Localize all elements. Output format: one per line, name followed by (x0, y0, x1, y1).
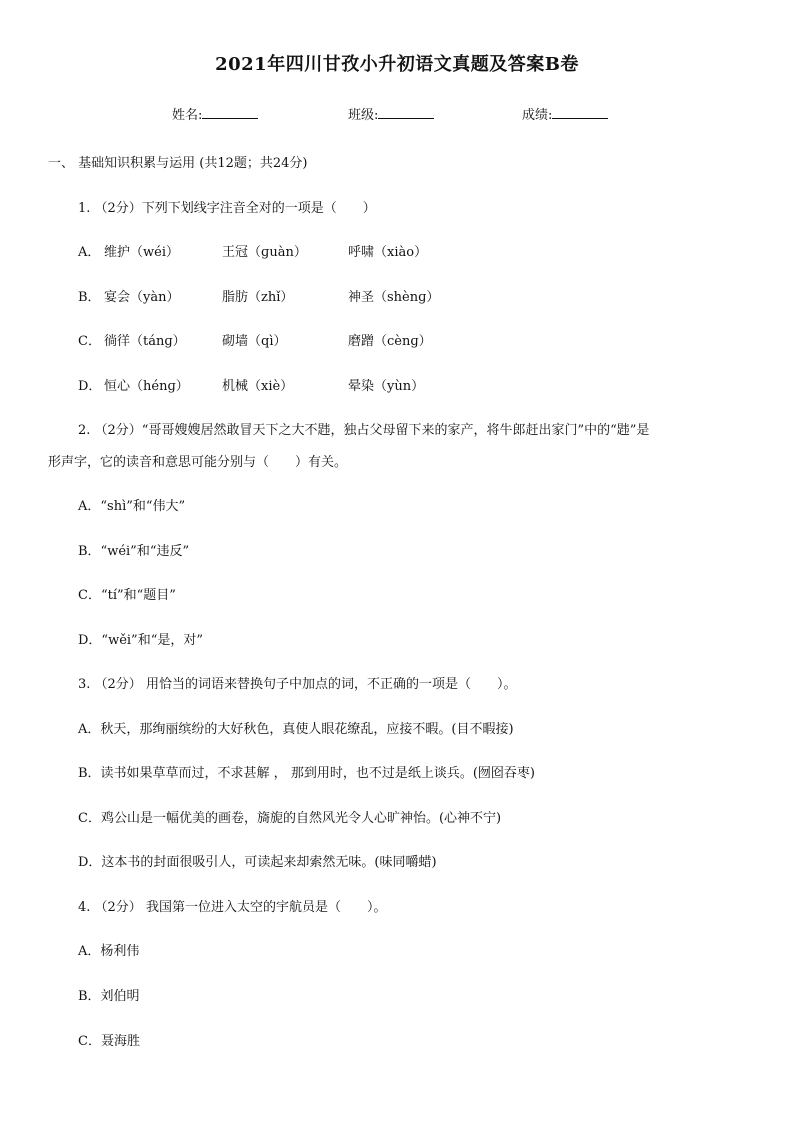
question-4-option-a: A．杨利伟 (78, 944, 140, 959)
question-2-option-b: B．“wéi”和“违反” (78, 544, 190, 559)
question-3-option-c: C．鸡公山是一幅优美的画卷，旖旎的自然风光令人心旷神怡。(心神不宁) (78, 811, 502, 826)
option-item: 机械（xiè） (222, 379, 294, 394)
option-item: 砌墙（qì） (222, 334, 287, 349)
name-field[interactable] (172, 104, 258, 123)
class-field[interactable] (348, 104, 434, 123)
score-blank[interactable] (552, 105, 608, 119)
name-blank[interactable] (202, 105, 258, 119)
option-item: 徜徉（tánɡ） (104, 334, 186, 349)
question-3-option-b: B．读书如果草草而过，不求甚解 ， 那到用时，也不过是纸上谈兵。(囫囵吞枣) (78, 766, 535, 781)
name-label: 姓名: (172, 108, 203, 123)
option-item: 恒心（hénɡ） (104, 379, 189, 394)
option-item: 脂肪（zhǐ） (222, 290, 294, 305)
question-2-option-d: D．“wěi”和“是，对” (78, 633, 203, 648)
score-label: 成绩: (522, 108, 553, 123)
option-item: 宴会（yàn） (104, 290, 180, 305)
exam-title: 2021年四川甘孜小升初语文真题及答案B卷 (215, 54, 579, 75)
option-label: D． (78, 379, 102, 394)
question-2-stem-line-2: 形声字，它的读音和意思可能分别与（ ）有关。 (48, 455, 348, 470)
question-3-option-a: A．秋天，那绚丽缤纷的大好秋色，真使人眼花缭乱，应接不暇。(目不暇接) (78, 722, 514, 737)
question-4-stem: 4. （2分） 我国第一位进入太空的宇航员是（ ）。 (78, 900, 387, 915)
question-4-option-c: C．聂海胜 (78, 1034, 140, 1049)
question-1-stem: 1. （2分）下列下划线字注音全对的一项是（ ） (78, 201, 376, 216)
option-item: 晕染（yùn） (348, 379, 425, 394)
question-3-stem: 3. （2分） 用恰当的词语来替换句子中加点的词，不正确的一项是（ ）。 (78, 677, 517, 692)
class-blank[interactable] (378, 105, 434, 119)
option-label: B． (78, 290, 101, 305)
option-item: 呼啸（xiào） (348, 245, 428, 260)
option-item: 神圣（shènɡ） (348, 290, 440, 305)
option-label: C． (78, 334, 101, 349)
class-label: 班级: (348, 108, 379, 123)
option-item: 磨蹭（cènɡ） (348, 334, 432, 349)
option-item: 王冠（ɡuàn） (222, 245, 307, 260)
option-label: A． (78, 245, 101, 260)
question-3-option-d: D．这本书的封面很吸引人，可读起来却索然无味。(味同嚼蜡) (78, 855, 437, 870)
question-2-option-a: A．“shì”和“伟大” (78, 499, 186, 514)
section-heading: 一、 基础知识积累与运用 (共12题；共24分) (48, 156, 308, 171)
option-item: 维护（wéi） (104, 245, 179, 260)
question-2-option-c: C．“tí”和“题目” (78, 588, 176, 603)
score-field[interactable] (522, 104, 608, 123)
question-2-stem-line-1: 2. （2分）“哥哥嫂嫂居然敢冒天下之大不韪，独占父母留下来的家产，将牛郎赶出家门”中的“韪”是 (78, 423, 650, 438)
question-4-option-b: B．刘伯明 (78, 989, 140, 1004)
